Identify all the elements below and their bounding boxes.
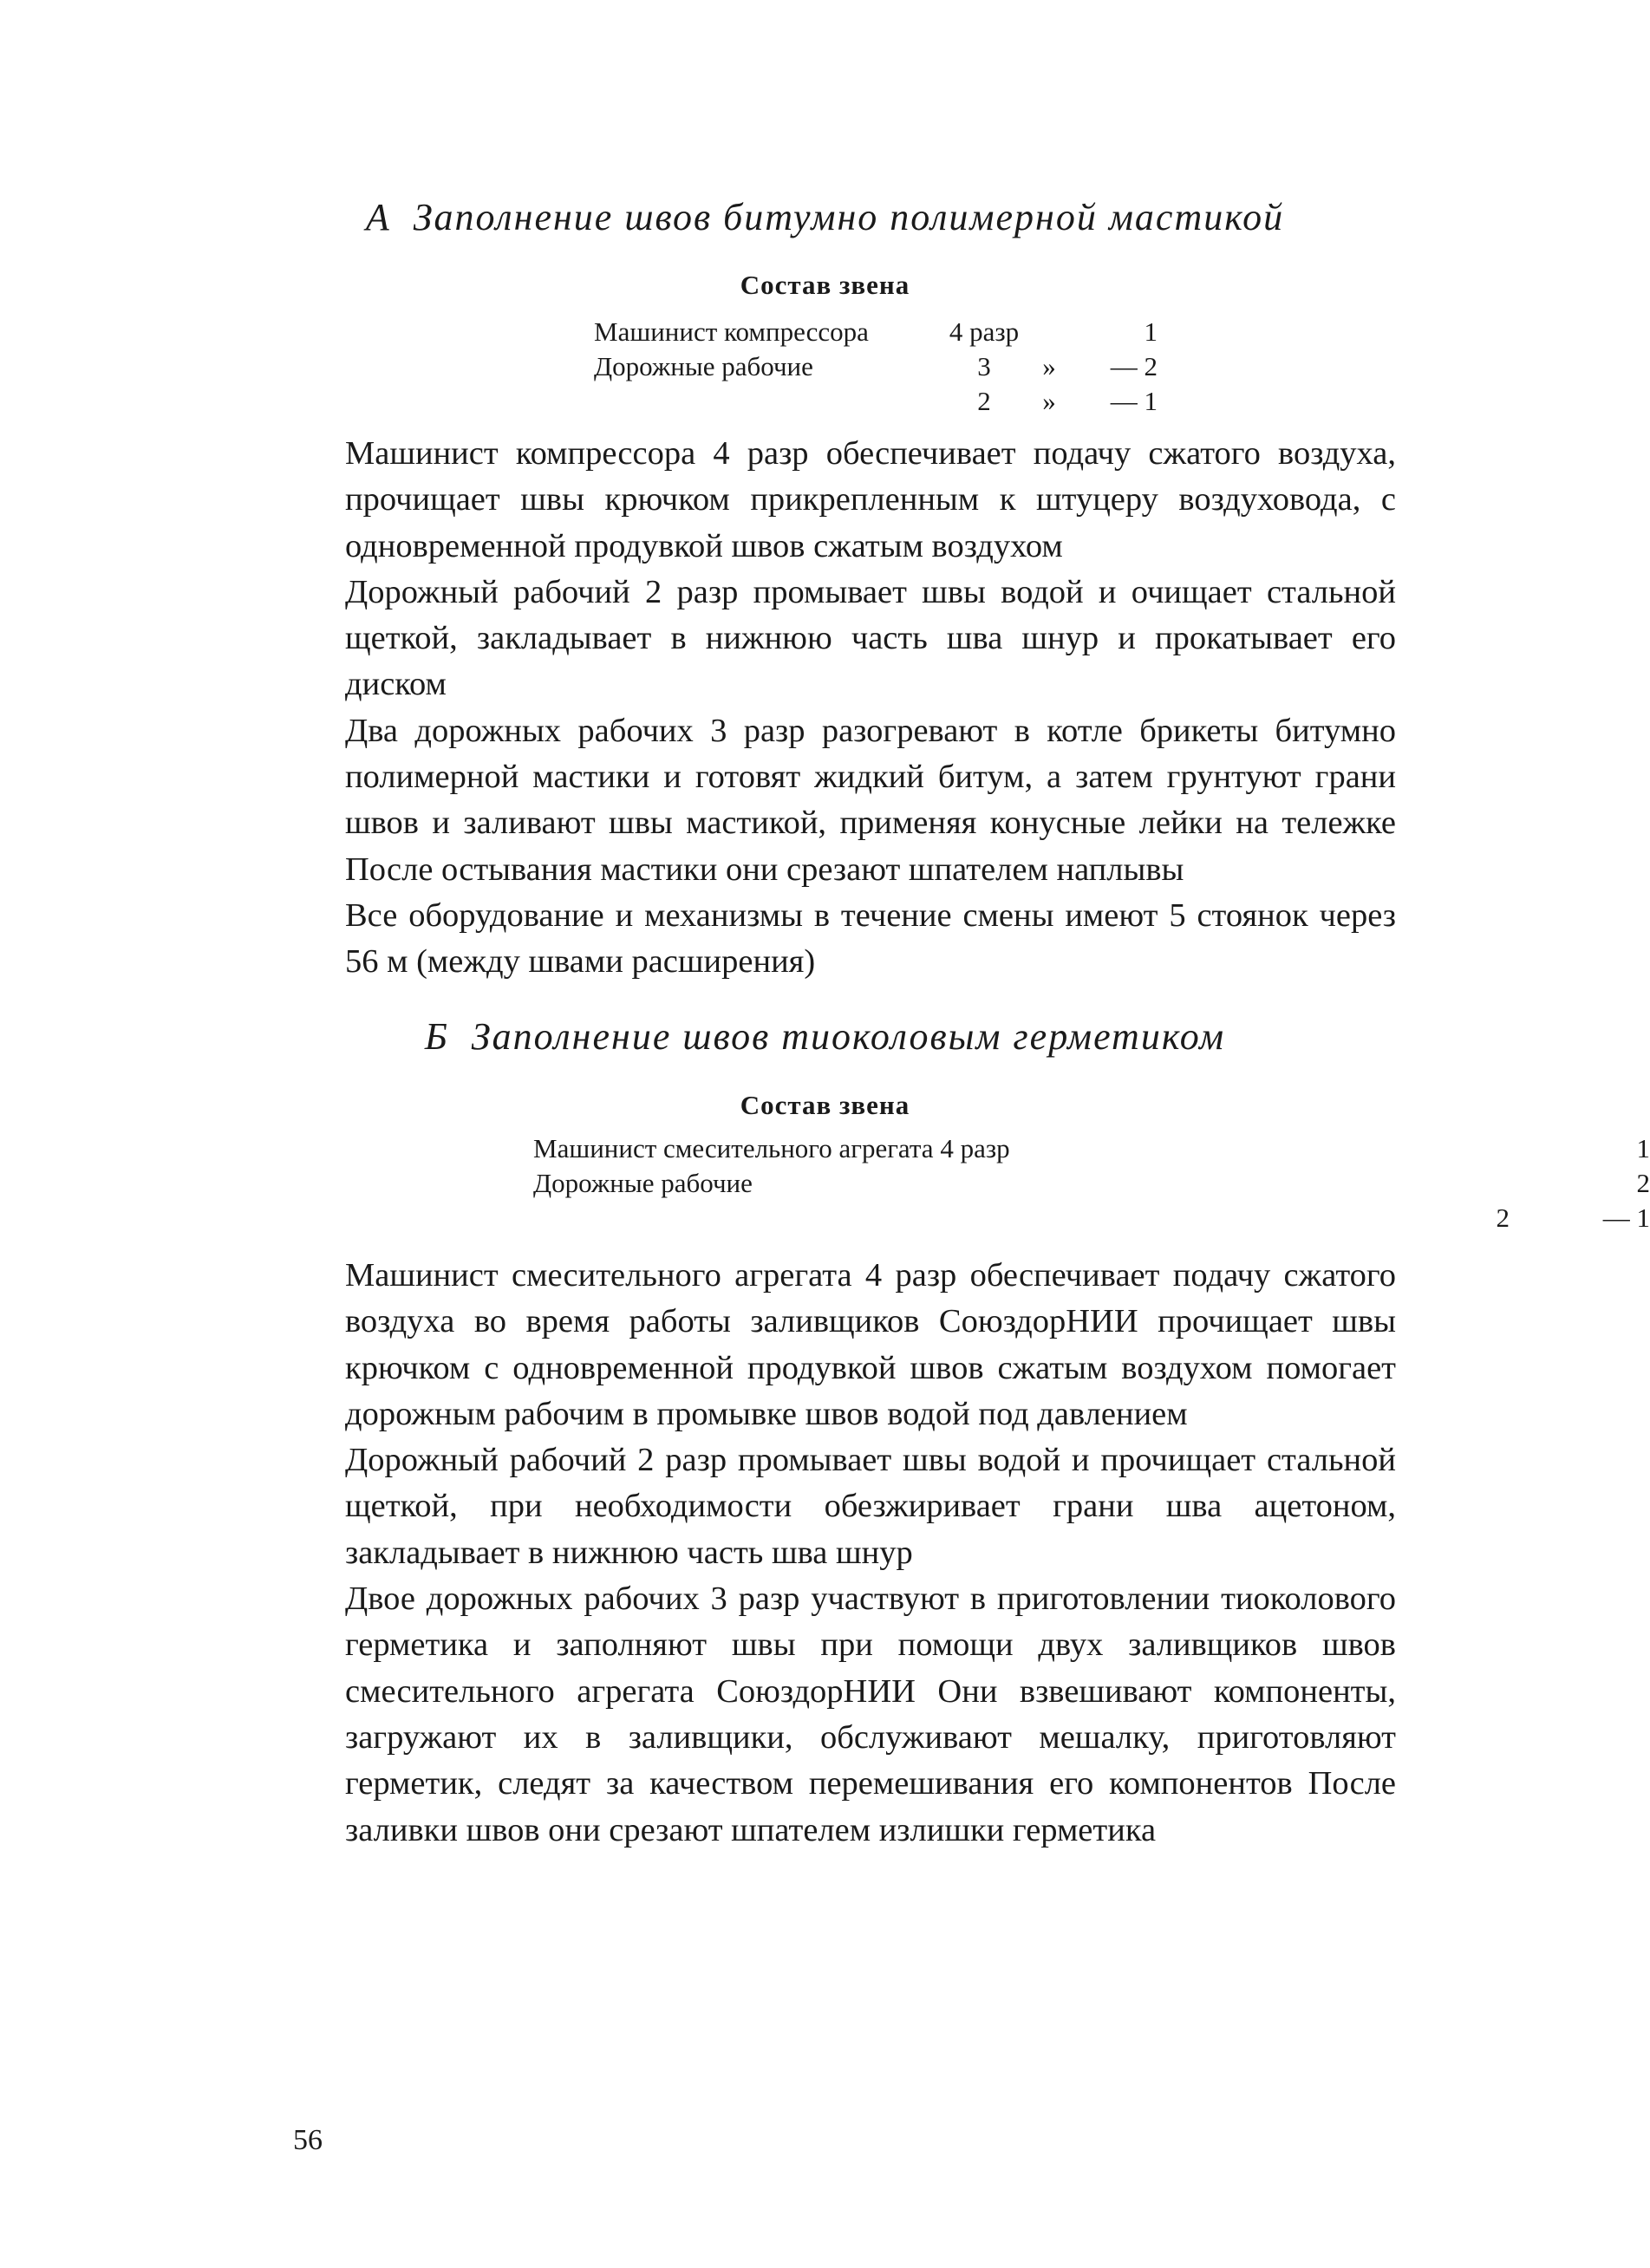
composition-role: Дорожные рабочие: [594, 351, 813, 381]
section-a-body: [345, 431, 1396, 986]
composition-count: — 1: [1602, 1202, 1650, 1233]
composition-count: — 1: [1110, 386, 1158, 416]
section-a-title: Заполнение швов битумно полимерной мастикой: [413, 196, 1285, 238]
paragraph: Машинист смесительного агрегата 4 разр обеспечивает подачу сжатого воздуха во время работы заливщиков СоюздорНИИ прочищает швы крючком с одновременной продувкой швов сжатым воздухом помогает дорожным рабочим в промывке швов водой под давлением: [345, 1257, 1396, 1432]
composition-count: 1: [1144, 316, 1158, 347]
composition-grade: 2: [1496, 1202, 1510, 1233]
section-a-letter: А: [365, 196, 391, 238]
composition-mark: [1027, 315, 1071, 349]
section-b-body: [345, 1253, 1396, 1854]
composition-role: [533, 1201, 1077, 1235]
section-a-composition-title: Состав звена: [740, 270, 910, 300]
paragraph: Двое дорожных рабочих 3 разр участвуют в приготовлении тиоколового герметика и заполняют швы при помощи двух заливщиков швов смесительного агрегата СоюздорНИИ Они взвешивают компоненты, загружают их в заливщики, обслуживают мешалку, приготовляют герметик, следят за качеством перемешивания его компонентов После заливки швов они срезают шпателем излишки герметика: [345, 1580, 1396, 1848]
section-b-letter: Б: [424, 1015, 449, 1058]
composition-mark: »: [1042, 386, 1056, 416]
table-row: [594, 349, 1158, 384]
paragraph: Все оборудование и механизмы в течение смены имеют 5 стоянок через 56 м (между швами расширения): [345, 896, 1396, 981]
section-b-heading: [0, 1014, 1650, 1059]
composition-count: — 2: [1110, 351, 1158, 381]
paragraph: Два дорожных рабочих 3 разр разогревают в котле брикеты битумно полимерной мастики и готовят жидкий битум, а затем грунтуют грани швов и заливают швы мастикой, применяя конусные лейки на тележке После остывания мастики они срезают шпателем наплывы: [345, 712, 1396, 888]
paragraph: Дорожный рабочий 2 разр промывает швы водой и очищает стальной щеткой, закладывает в нижнюю часть шва шнур и прокатывает его диском: [345, 573, 1396, 703]
composition-grade: 3: [977, 351, 991, 381]
composition-count: 2: [1636, 1168, 1650, 1198]
paragraph: Дорожный рабочий 2 разр промывает швы водой и прочищает стальной щеткой, при необходимости обезжиривает грани шва ацетоном, закладывает в нижнюю часть шва шнур: [345, 1442, 1396, 1571]
page-number: 56: [293, 2124, 323, 2156]
composition-grade: [1077, 1131, 1562, 1166]
section-a-heading: [0, 195, 1650, 239]
table-row: [594, 384, 1158, 419]
paragraph: Машинист компрессора 4 разр обеспечивает подачу сжатого воздуха, прочищает швы крючком прикрепленным к штуцеру воздуховода, с одновременной продувкой швов сжатым воздухом: [345, 435, 1396, 564]
composition-grade: 4 разр: [949, 316, 1020, 347]
section-b-composition-table: [533, 1131, 1650, 1235]
table-row: [533, 1131, 1650, 1166]
table-row: [533, 1166, 1650, 1201]
composition-count: 1: [1636, 1133, 1650, 1163]
composition-grade: [1077, 1166, 1562, 1201]
composition-role: Машинист смесительного агрегата 4 разр: [533, 1133, 1010, 1163]
composition-role: Машинист компрессора: [594, 316, 869, 347]
composition-grade: 2: [977, 386, 991, 416]
table-row: [533, 1201, 1650, 1235]
composition-role: Дорожные рабочие: [533, 1168, 753, 1198]
section-a-composition-table: [594, 315, 1158, 419]
composition-mark: »: [1042, 351, 1056, 381]
section-b-composition-title: Состав звена: [740, 1090, 910, 1120]
composition-role: [594, 384, 941, 419]
section-b-title: Заполнение швов тиоколовым герметиком: [471, 1015, 1226, 1058]
table-row: [594, 315, 1158, 349]
